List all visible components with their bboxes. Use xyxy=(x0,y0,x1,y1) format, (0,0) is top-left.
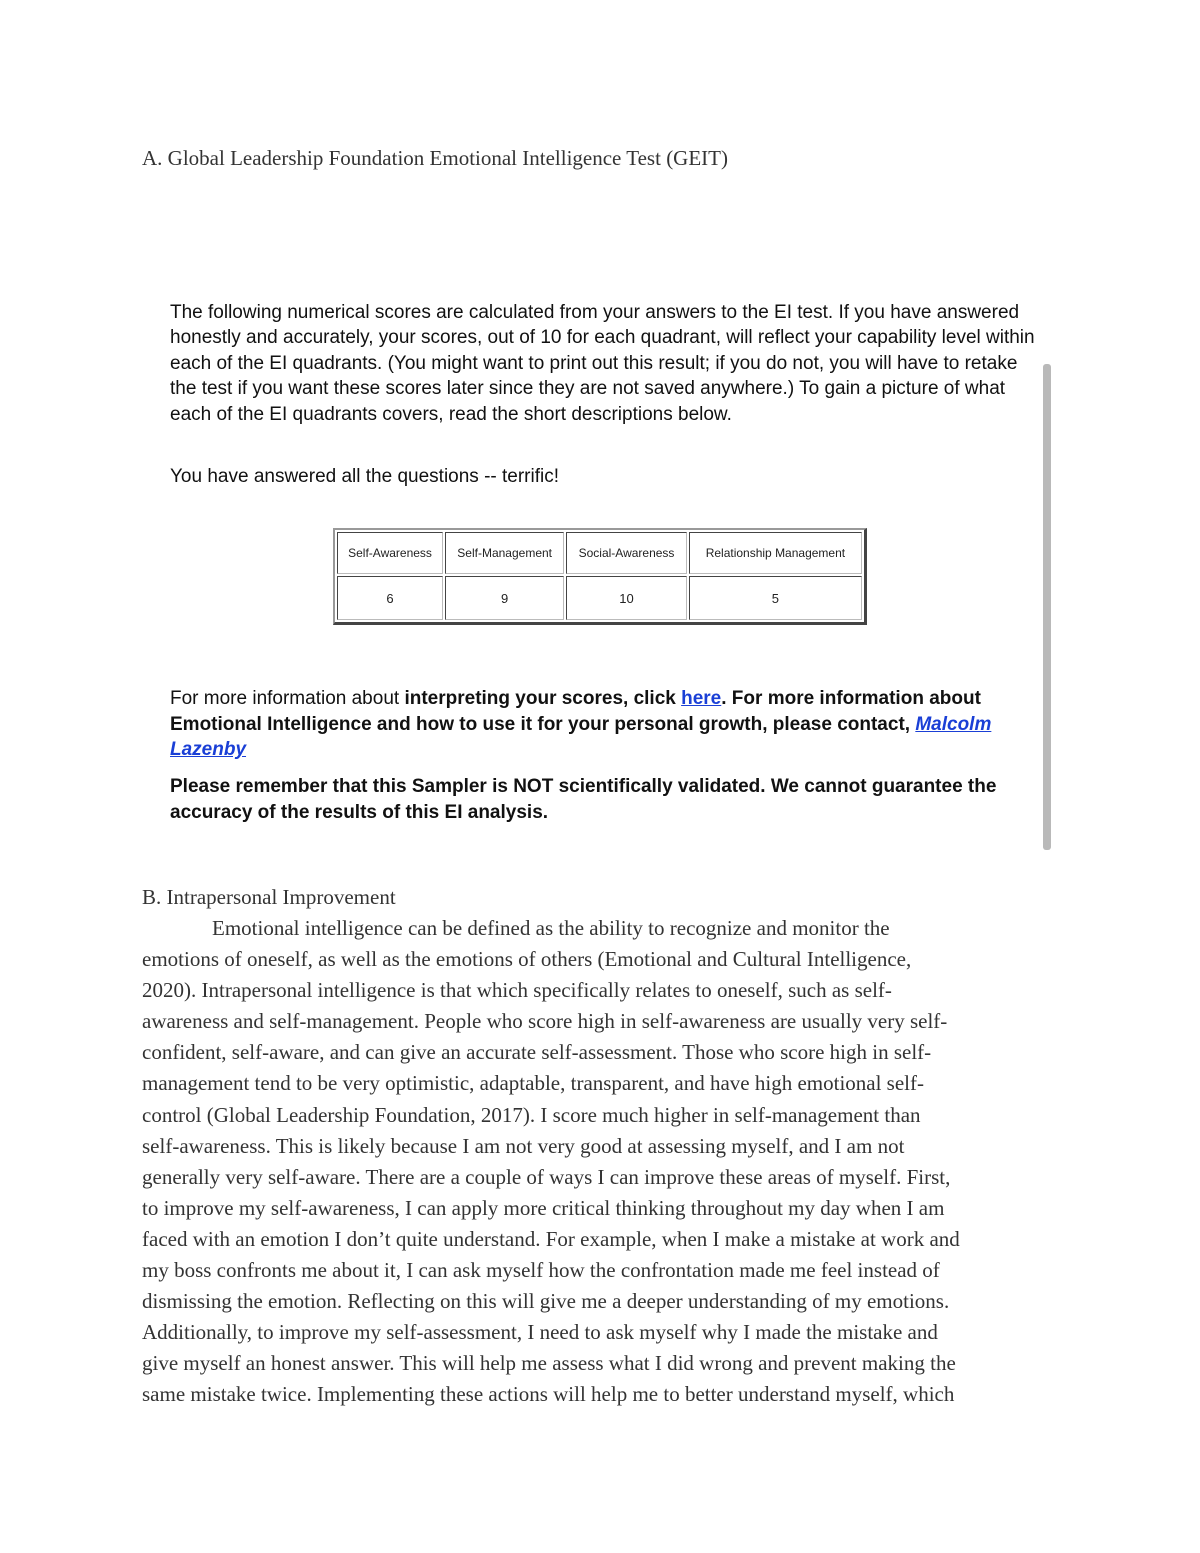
body-line: confident, self-aware, and can give an accurate self-assessment. Those who score high in self- xyxy=(142,1040,932,1065)
score-social-awareness: 10 xyxy=(566,576,687,620)
body-line: control (Global Leadership Foundation, 2017). I score much higher in self-management than xyxy=(142,1102,921,1127)
header-social-awareness: Social-Awareness xyxy=(566,532,687,574)
body-line: give myself an honest answer. This will help me assess what I did wrong and prevent making the xyxy=(142,1351,956,1376)
body-line: emotions of oneself, as well as the emotions of others (Emotional and Cultural Intelligence, xyxy=(142,947,912,972)
section-b-body xyxy=(142,913,1062,1411)
more-info-text xyxy=(170,686,1040,763)
ei-score-table xyxy=(333,528,867,625)
score-table-values-row xyxy=(337,576,862,620)
body-line: 2020). Intrapersonal intelligence is that which specifically relates to oneself, such as self- xyxy=(142,978,892,1003)
header-relationship-management: Relationship Management xyxy=(689,532,862,574)
score-table-header-row xyxy=(337,532,862,574)
header-self-management: Self-Management xyxy=(445,532,564,574)
body-line: management tend to be very optimistic, adaptable, transparent, and have high emotional self- xyxy=(142,1071,924,1096)
section-b-heading: B. Intrapersonal Improvement xyxy=(142,885,396,909)
section-a-heading: A. Global Leadership Foundation Emotional Intelligence Test (GEIT) xyxy=(142,146,728,170)
body-line: generally very self-aware. There are a couple of ways I can improve these areas of myself. First, xyxy=(142,1164,951,1189)
body-line: faced with an emotion I don’t quite understand. For example, when I make a mistake at work and xyxy=(142,1226,960,1251)
here-link[interactable]: here xyxy=(681,688,722,709)
body-line: self-awareness. This is likely because I am not very good at assessing myself, and I am not xyxy=(142,1133,905,1158)
score-self-awareness: 6 xyxy=(337,576,443,620)
body-line: awareness and self-management. People who score high in self-awareness are usually very self- xyxy=(142,1009,948,1034)
answered-all-message: You have answered all the questions -- terrific! xyxy=(170,466,560,487)
more-info-part3: . For more information about Emotional Intelligence and how to use it for your personal growth, please contact, xyxy=(170,688,981,735)
header-self-awareness: Self-Awareness xyxy=(337,532,443,574)
results-intro-text: The following numerical scores are calculated from your answers to the EI test. If you have answered honestly and accurately, your scores, out of 10 for each quadrant, will reflect your capability level within each of the EI quadrants. (You might want to print out this result; if you do not, you will have to retake the test if you want these scores later since they are not saved anywhere.) To gain a picture of what each of the EI quadrants covers, read the short descriptions below. xyxy=(170,302,1035,425)
more-info-part1: For more information about xyxy=(170,688,405,709)
body-line: Additionally, to improve my self-assessment, I need to ask myself why I made the mistake and xyxy=(142,1320,938,1345)
body-line: to improve my self-awareness, I can apply more critical thinking throughout my day when I am xyxy=(142,1195,945,1220)
body-line: Emotional intelligence can be defined as the ability to recognize and monitor the xyxy=(212,916,890,940)
contact-link[interactable]: Malcolm Lazenby xyxy=(170,713,992,760)
more-info-part2: interpreting your scores, click xyxy=(404,688,682,709)
body-line: dismissing the emotion. Reflecting on this will give me a deeper understanding of my emotions. xyxy=(142,1289,950,1314)
disclaimer-text: Please remember that this Sampler is NOT scientifically validated. We cannot guarantee the accuracy of the results of this EI analysis. xyxy=(170,776,997,823)
body-line: same mistake twice. Implementing these actions will help me to better understand myself, which xyxy=(142,1382,955,1407)
score-self-management: 9 xyxy=(445,576,564,620)
body-line: my boss confronts me about it, I can ask myself how the confrontation made me feel instead of xyxy=(142,1258,940,1283)
score-relationship-management: 5 xyxy=(689,576,862,620)
